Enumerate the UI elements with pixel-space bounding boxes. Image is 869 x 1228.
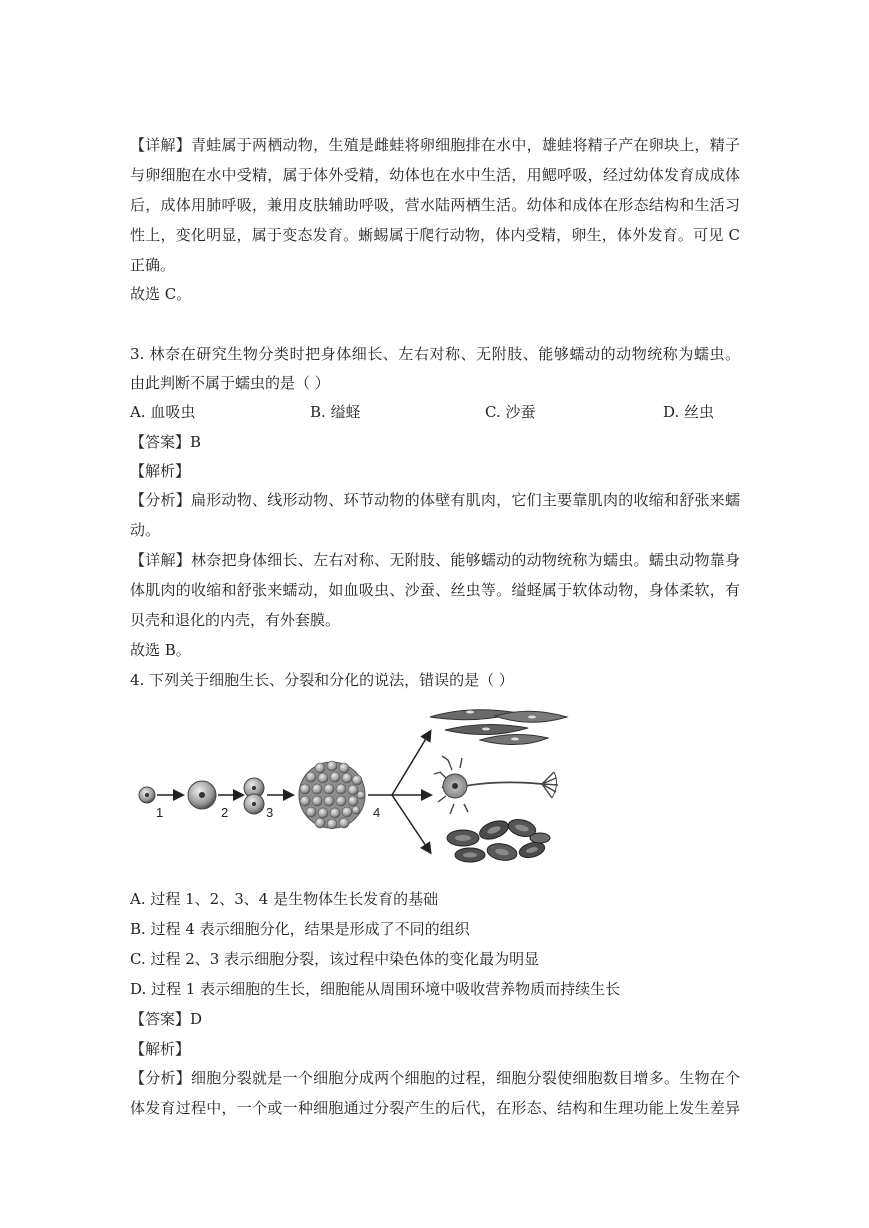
blood-cells-icon xyxy=(447,817,550,863)
label-1: 1 xyxy=(156,805,164,820)
q3-analysis-line: 动。 xyxy=(130,521,161,539)
label-2: 2 xyxy=(221,805,229,820)
grown-cell-icon xyxy=(188,781,216,809)
q4-option-c: C. 过程 2、3 表示细胞分裂，该过程中染色体的变化最为明显 xyxy=(130,950,540,968)
q3-detail-line: 体肌肉的收缩和舒张来蠕动，如血吸虫、沙蚕、丝虫等。缢蛏属于软体动物，身体柔软，有 xyxy=(130,581,740,599)
q4-analysis-line: 体发育过程中，一个或一种细胞通过分裂产生的后代，在形态、结构和生理功能上发生差异 xyxy=(130,1099,740,1117)
muscle-tissue-icon xyxy=(430,710,567,745)
q3-analysis-line: 【分析】扁形动物、线形动物、环节动物的体壁有肌肉，它们主要靠肌肉的收缩和舒张来蠕 xyxy=(130,491,740,509)
q4-analysis-line: 【分析】细胞分裂就是一个细胞分成两个细胞的过程，细胞分裂使细胞数目增多。生物在个 xyxy=(130,1069,740,1087)
q3-option-b: B. 缢蛏 xyxy=(310,403,361,421)
q4-option-a: A. 过程 1、2、3、4 是生物体生长发育的基础 xyxy=(130,890,439,908)
q4-option-d: D. 过程 1 表示细胞的生长，细胞能从周围环境中吸收营养物质而持续生长 xyxy=(130,980,621,998)
q3-answer: 【答案】B xyxy=(130,433,202,451)
q2-detail-line: 【详解】青蛙属于两栖动物，生殖是雌蛙将卵细胞排在水中，雄蛙将精子产在卵块上，精子 xyxy=(130,136,740,154)
small-cell-icon xyxy=(139,787,155,803)
q4-stem: 4. 下列关于细胞生长、分裂和分化的说法，错误的是（ ） xyxy=(130,671,514,689)
q3-analysis-heading: 【解析】 xyxy=(130,462,191,480)
label-3: 3 xyxy=(266,805,274,820)
q2-detail-line: 与卵细胞在水中受精，属于体外受精，幼体也在水中生活，用鳃呼吸，经过幼体发育成成体 xyxy=(130,166,740,184)
q3-option-d: D. 丝虫 xyxy=(663,403,715,421)
arrow-branch-up xyxy=(392,732,430,795)
q2-conclusion: 故选 C。 xyxy=(130,285,192,303)
neuron-nucleus-icon xyxy=(452,783,458,789)
q3-option-a: A. 血吸虫 xyxy=(130,403,196,421)
q2-detail-line: 后，成体用肺呼吸，兼用皮肤辅助呼吸，营水陆两栖生活。幼体和成体在形态结构和生活习 xyxy=(130,196,740,214)
label-4: 4 xyxy=(373,805,381,820)
q3-stem: 3. 林奈在研究生物分类时把身体细长、左右对称、无附肢、能够蠕动的动物统称为蠕虫。 xyxy=(130,345,740,363)
cell-cluster-icon xyxy=(299,761,365,829)
q3-stem: 由此判断不属于蠕虫的是（ ） xyxy=(130,374,330,392)
q3-detail-line: 【详解】林奈把身体细长、左右对称、无附肢、能够蠕动的动物统称为蠕虫。蠕虫动物靠身 xyxy=(130,551,740,569)
q4-option-b: B. 过程 4 表示细胞分化，结果是形成了不同的组织 xyxy=(130,920,470,938)
q3-option-c: C. 沙蚕 xyxy=(485,403,536,421)
q4-analysis-heading: 【解析】 xyxy=(130,1040,191,1058)
dividing-cell-icon xyxy=(244,778,264,814)
q3-conclusion: 故选 B。 xyxy=(130,641,191,659)
cell-process-figure xyxy=(130,700,580,870)
q4-answer: 【答案】D xyxy=(130,1010,203,1028)
q2-detail-line: 正确。 xyxy=(130,256,176,274)
arrow-branch-down xyxy=(392,795,430,852)
q3-detail-line: 贝壳和退化的内壳，有外套膜。 xyxy=(130,611,341,629)
q2-detail-line: 性上，变化明显，属于变态发育。蜥蜴属于爬行动物，体内受精，卵生，体外发育。可见 C xyxy=(130,226,740,244)
